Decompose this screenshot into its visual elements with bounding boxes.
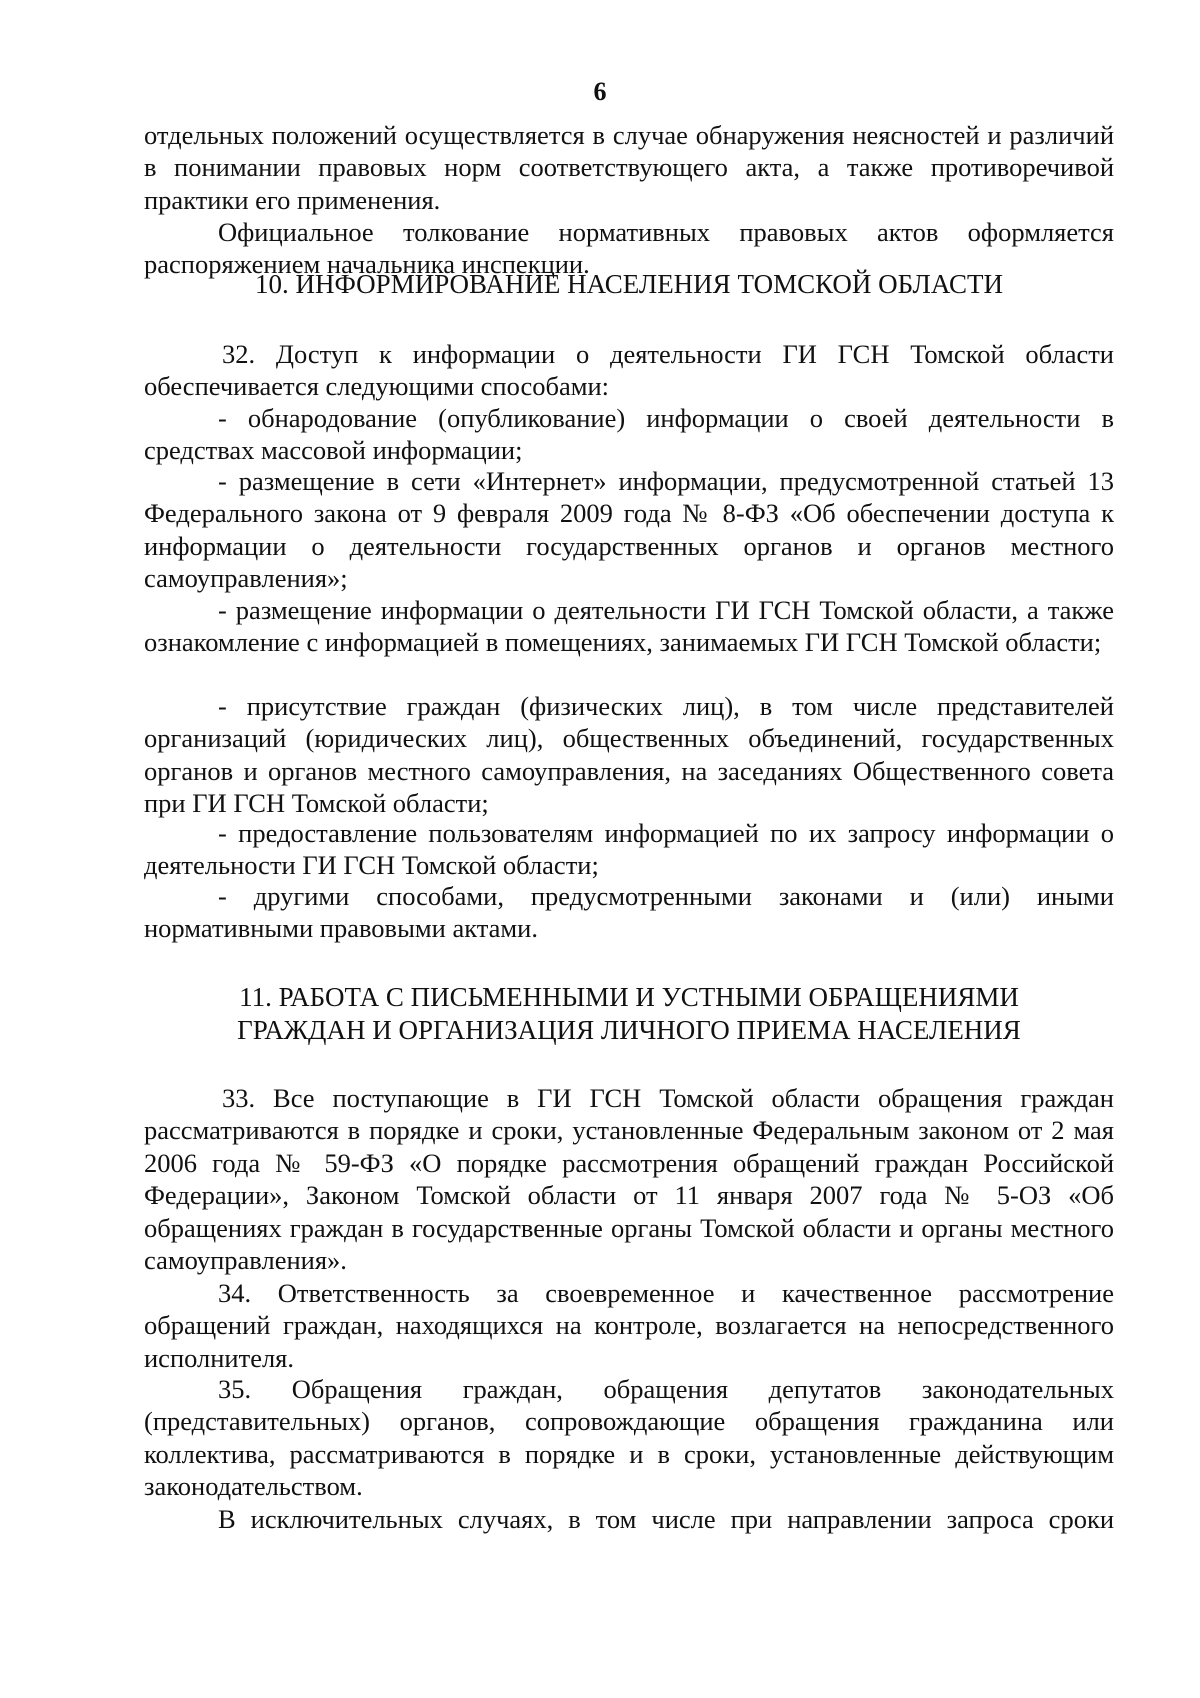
- paragraph-official-interpretation: Официальное толкование нормативных правовых актов оформляется распоряжением начальника инспекции.: [144, 217, 1114, 280]
- paragraph-32: 32. Доступ к информации о деятельности ГИ ГСН Томской области обеспечивается следующими способами:: [144, 339, 1114, 402]
- paragraph-33: 33. Все поступающие в ГИ ГСН Томской области обращения граждан рассматриваются в порядке и сроки, установленные Федеральным законом от 2 мая 2006 года № 59-ФЗ «О порядке рассмотрения обращений граждан Российской Федерации», Законом Томской области от 11 января 2007 года № 5-ОЗ «Об обращениях граждан в государственные органы Томской области и органы местного самоуправления».: [144, 1083, 1114, 1276]
- page-number: 6: [593, 77, 607, 106]
- list-item-on-request: - предоставление пользователям информацией по их запросу информации о деятельности ГИ ГСН Томской области;: [144, 818, 1114, 881]
- list-item-publication: - обнародование (опубликование) информации о своей деятельности в средствах массовой информации;: [144, 403, 1114, 466]
- paragraph-interpretation-continued: отдельных положений осуществляется в случае обнаружения неясностей и различий в понимании правовых норм соответствующего акта, а также противоречивой практики его применения.: [144, 120, 1114, 215]
- paragraph-35: 35. Обращения граждан, обращения депутатов законодательных (представительных) органов, сопровождающие обращения гражданина или коллектива, рассматриваются в порядке и в сроки, установленные действующим законодательством.: [144, 1374, 1114, 1502]
- section-heading-11-line2: ГРАЖДАН И ОРГАНИЗАЦИЯ ЛИЧНОГО ПРИЕМА НАСЕЛЕНИЯ: [237, 1015, 1021, 1045]
- list-item-other-methods: - другими способами, предусмотренными законами и (или) иными нормативными правовыми актами.: [144, 881, 1114, 944]
- paragraph-exceptional-cases: В исключительных случаях, в том числе при направлении запроса сроки: [218, 1504, 1114, 1534]
- paragraph-34: 34. Ответственность за своевременное и качественное рассмотрение обращений граждан, находящихся на контроле, возлагается на непосредственного исполнителя.: [144, 1278, 1114, 1373]
- section-heading-11-line1: 11. РАБОТА С ПИСЬМЕННЫМИ И УСТНЫМИ ОБРАЩЕНИЯМИ: [239, 982, 1019, 1012]
- list-item-premises: - размещение информации о деятельности ГИ ГСН Томской области, а также ознакомление с информацией в помещениях, занимаемых ГИ ГСН Томской области;: [144, 595, 1114, 658]
- section-heading-10: 10. ИНФОРМИРОВАНИЕ НАСЕЛЕНИЯ ТОМСКОЙ ОБЛАСТИ: [255, 269, 1003, 299]
- list-item-internet: - размещение в сети «Интернет» информации, предусмотренной статьей 13 Федерального закона от 9 февраля 2009 года № 8-ФЗ «Об обеспечении доступа к информации о деятельности государственных органов и органов местного самоуправления»;: [144, 466, 1114, 594]
- list-item-attendance: - присутствие граждан (физических лиц), в том числе представителей организаций (юридических лиц), общественных объединений, государственных органов и органов местного самоуправления, на заседаниях Общественного совета при ГИ ГСН Томской области;: [144, 691, 1114, 819]
